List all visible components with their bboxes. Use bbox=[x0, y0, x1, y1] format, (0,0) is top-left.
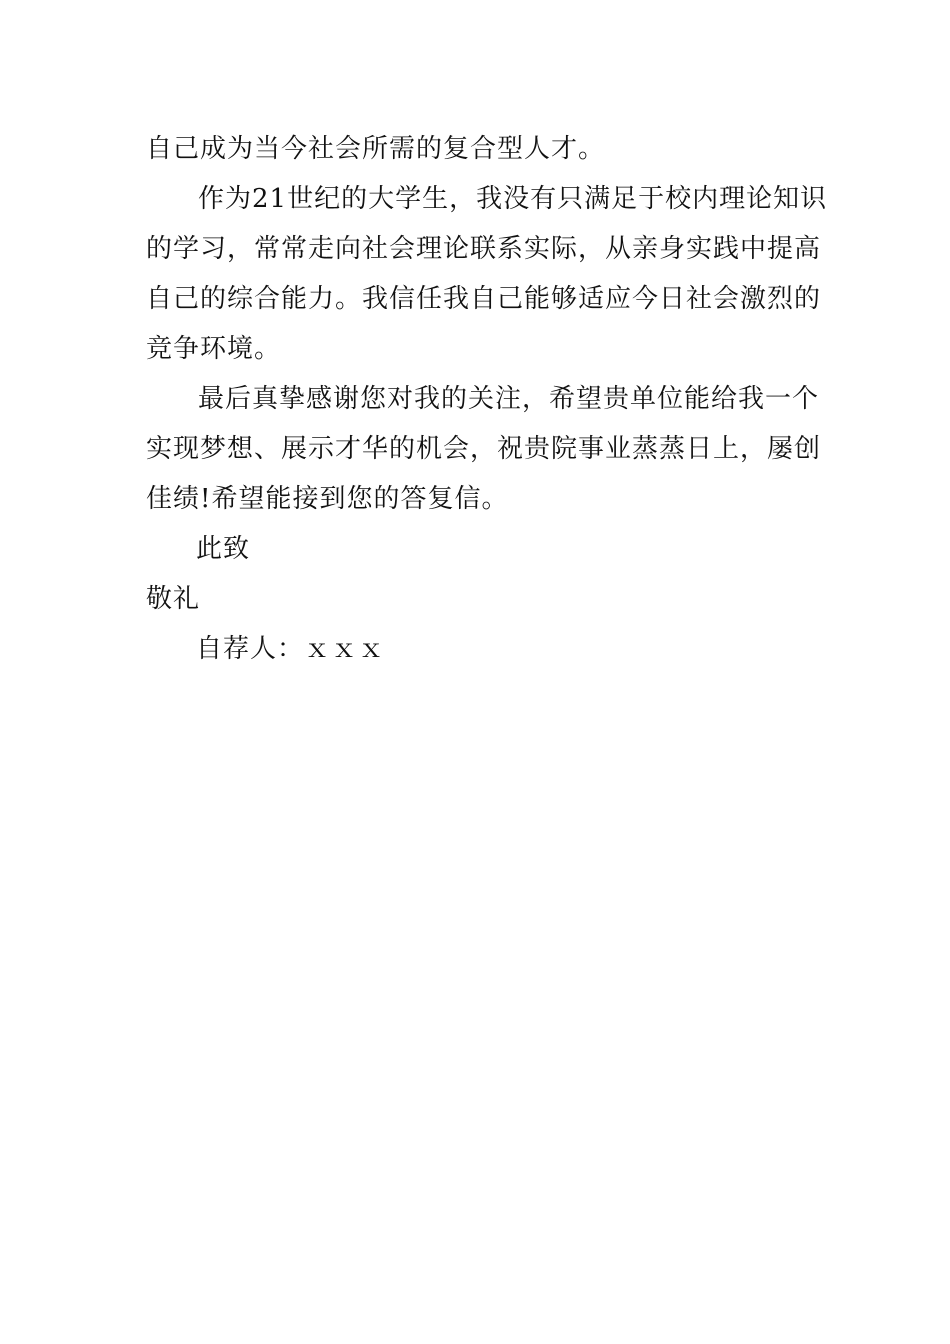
paragraph-1-line-1: 自己成为当今社会所需的复合型人才。 bbox=[146, 134, 606, 164]
paragraph-2-line-3: 自己的综合能力。我信任我自己能够适应今日社会激烈的 bbox=[146, 284, 822, 314]
paragraph-2-line-2: 的学习，常常走向社会理论联系实际，从亲身实践中提高 bbox=[146, 234, 822, 264]
paragraph-3-line-1: 最后真挚感谢您对我的关注，希望贵单位能给我一个 bbox=[198, 384, 820, 414]
paragraph-3-line-3: 佳绩!希望能接到您的答复信。 bbox=[146, 484, 509, 514]
paragraph-2-line-4: 竞争环境。 bbox=[146, 334, 282, 364]
paragraph-2-line-1: 作为21世纪的大学生，我没有只满足于校内理论知识 bbox=[198, 184, 828, 214]
signature-line: 自荐人：ｘｘｘ bbox=[196, 634, 386, 664]
closing-salutation: 此致 bbox=[196, 534, 251, 564]
paragraph-3-line-2: 实现梦想、展示才华的机会，祝贵院事业蒸蒸日上，屡创 bbox=[146, 434, 822, 464]
closing-regards: 敬礼 bbox=[146, 584, 201, 614]
